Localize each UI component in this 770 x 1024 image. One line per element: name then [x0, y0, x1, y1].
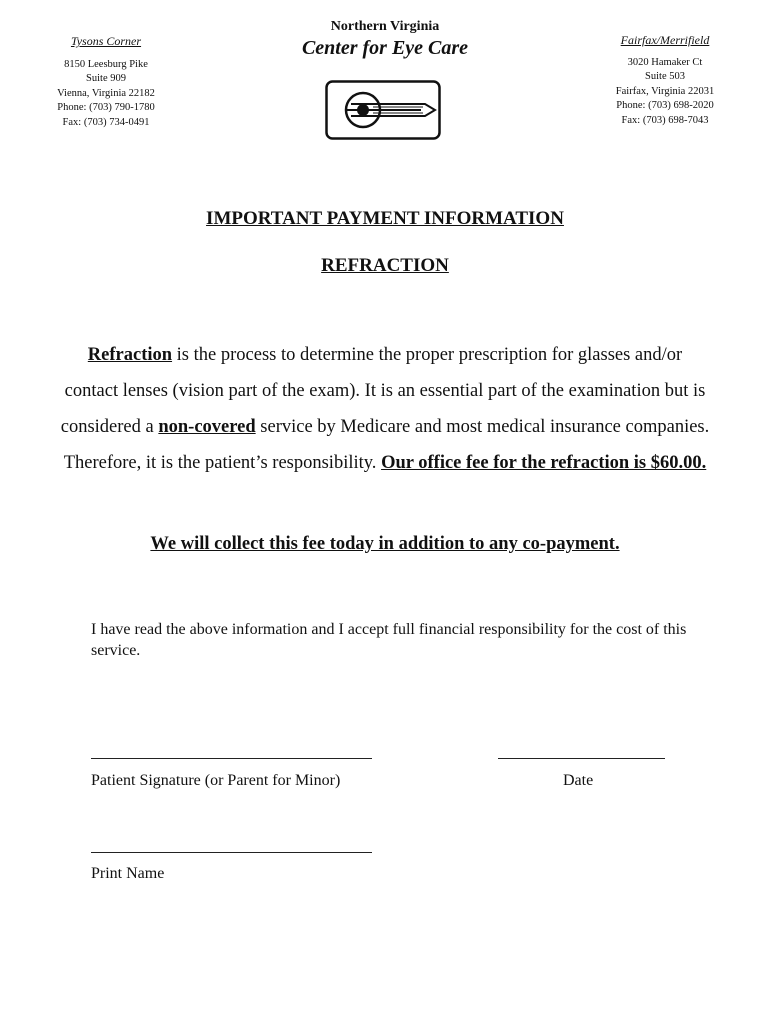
- date-label: Date: [563, 772, 594, 789]
- fairfax-location: Fairfax/Merrifield: [620, 33, 710, 47]
- tysons-corner-location: Tysons Corner: [70, 34, 142, 48]
- address-line: 8150 Leesburg Pike: [64, 58, 148, 70]
- collection-notice: [60, 526, 710, 562]
- refraction-explanation: [60, 337, 710, 481]
- print-name-line[interactable]: [91, 852, 372, 853]
- address-line: Fax: (703) 698-7043: [621, 114, 709, 126]
- body-text: is the process to determine the proper prescription for glasses and/or contact lenses (vision part of the exam). It is an essential part of the examination but is considered a: [60, 345, 706, 437]
- address-line: Fax: (703) 734-0491: [62, 116, 150, 128]
- fee-statement: Our office fee for the refraction is $60.00.: [381, 453, 707, 473]
- address-line: Phone: (703) 698-2020: [616, 100, 714, 111]
- tysons-corner-address: [40, 34, 172, 130]
- address-line: Phone: (703) 790-1780: [57, 102, 155, 113]
- print-name-label: Print Name: [91, 865, 165, 882]
- patient-signature-label: Patient Signature (or Parent for Minor): [91, 772, 341, 789]
- org-name: Center for Eye Care: [301, 37, 469, 59]
- acknowledgement-statement: I have read the above information and I accept full financial responsibility for the cost of this service.: [91, 621, 687, 659]
- body-text: service by Medicare and most medical insurance companies. Therefore, it is the patient’s responsibility.: [63, 417, 710, 473]
- collect-fee-text: We will collect this fee today in addition to any co-payment.: [150, 534, 620, 554]
- organization-heading: [235, 19, 535, 60]
- address-line: Suite 503: [645, 71, 685, 82]
- date-line[interactable]: [498, 758, 665, 759]
- fairfax-merrifield-address: [600, 33, 730, 128]
- address-line: Fairfax, Virginia 22031: [615, 85, 715, 97]
- org-region: Northern Virginia: [330, 19, 440, 34]
- address-line: 3020 Hamaker Ct: [627, 56, 703, 68]
- patient-signature-line[interactable]: [91, 758, 372, 759]
- main-title: IMPORTANT PAYMENT INFORMATION: [206, 208, 564, 229]
- address-line: Vienna, Virginia 22182: [57, 87, 155, 99]
- refraction-term: Refraction: [87, 345, 173, 365]
- eye-pen-logo-icon: [325, 80, 441, 140]
- sub-title: REFRACTION: [321, 255, 449, 276]
- address-line: Suite 909: [86, 73, 126, 84]
- non-covered-term: non-covered: [158, 417, 256, 437]
